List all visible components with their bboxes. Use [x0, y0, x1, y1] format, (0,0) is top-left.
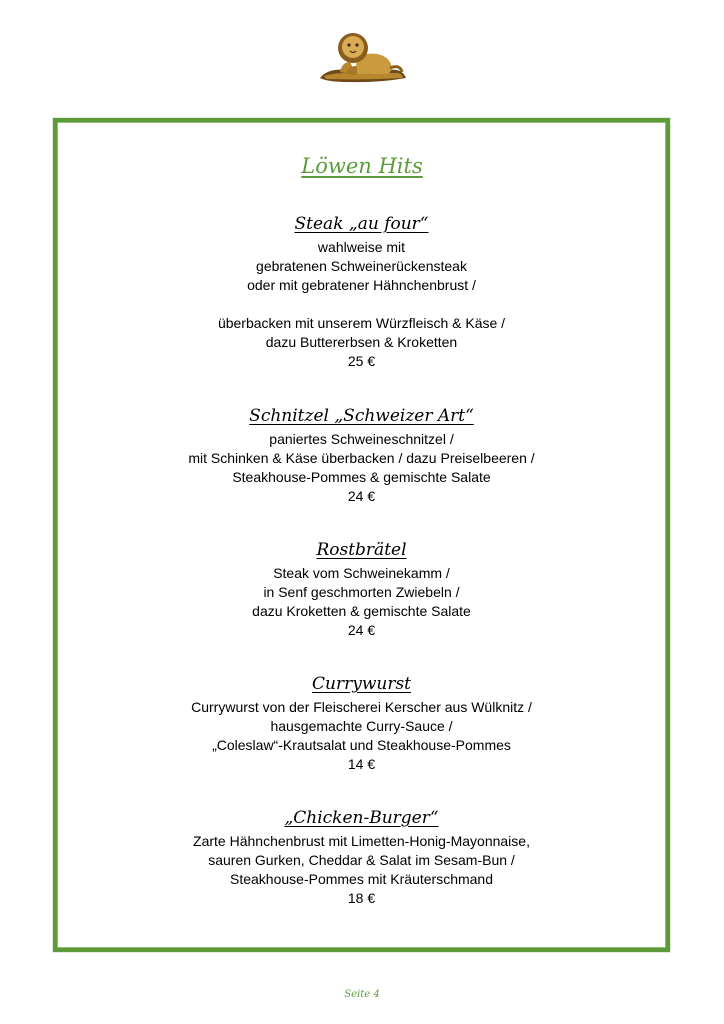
- spacer: [53, 295, 670, 314]
- menu-item-title: Rostbrätel: [316, 540, 407, 560]
- menu-item-line: oder mit gebratener Hähnchenbrust /: [247, 277, 476, 293]
- page-number: Seite 4: [344, 989, 380, 1000]
- menu-item-title: Steak „au four“: [294, 214, 429, 234]
- menu-item-line: dazu Kroketten & gemischte Salate: [252, 603, 471, 619]
- menu-item-line: gebratenen Schweinerückensteak: [256, 258, 467, 274]
- menu-item-line: Steakhouse-Pommes mit Kräuterschmand: [230, 871, 493, 887]
- menu-item-line: überbacken mit unserem Würzfleisch & Käse /: [217, 315, 506, 331]
- menu-item: [53, 806, 670, 908]
- menu-item-line: Steakhouse-Pommes & gemischte Salate: [232, 469, 491, 485]
- menu-item-price: 18 €: [347, 890, 376, 906]
- menu-item-line: Zarte Hähnchenbrust mit Limetten-Honig-Mayonnaise,: [193, 833, 530, 849]
- menu-item: [53, 404, 670, 506]
- menu-item-price: 14 €: [347, 756, 376, 772]
- lion-statue-icon: [318, 28, 408, 84]
- menu-item-price: 24 €: [347, 622, 376, 638]
- menu-item-line: paniertes Schweineschnitzel /: [269, 431, 454, 447]
- menu-item: [53, 672, 670, 774]
- menu-item-line: dazu Buttererbsen & Kroketten: [265, 334, 458, 350]
- menu-item-line: wahlweise mit: [317, 239, 406, 255]
- menu-item-line: hausgemachte Curry-Sauce /: [270, 718, 453, 734]
- menu-item-price: 25 €: [347, 353, 376, 369]
- menu-item-line: Steak vom Schweinekamm /: [273, 565, 450, 581]
- menu-item-price: 24 €: [347, 488, 376, 504]
- menu-item-line: mit Schinken & Käse überbacken / dazu Preiselbeeren /: [188, 450, 535, 466]
- menu-item-title: „Chicken-Burger“: [284, 808, 439, 828]
- menu-item-line: Currywurst von der Fleischerei Kerscher aus Wülknitz /: [191, 699, 532, 715]
- menu-title: Löwen Hits: [301, 154, 423, 178]
- menu-item: [53, 538, 670, 640]
- menu-item: [53, 212, 670, 371]
- menu-item-line: „Coleslaw“-Krautsalat und Steakhouse-Pommes: [212, 737, 511, 753]
- menu-item-line: sauren Gurken, Cheddar & Salat im Sesam-Bun /: [208, 852, 515, 868]
- menu-item-line: in Senf geschmorten Zwiebeln /: [263, 584, 460, 600]
- menu-item-title: Schnitzel „Schweizer Art“: [249, 406, 474, 426]
- menu-item-title: Currywurst: [312, 674, 411, 694]
